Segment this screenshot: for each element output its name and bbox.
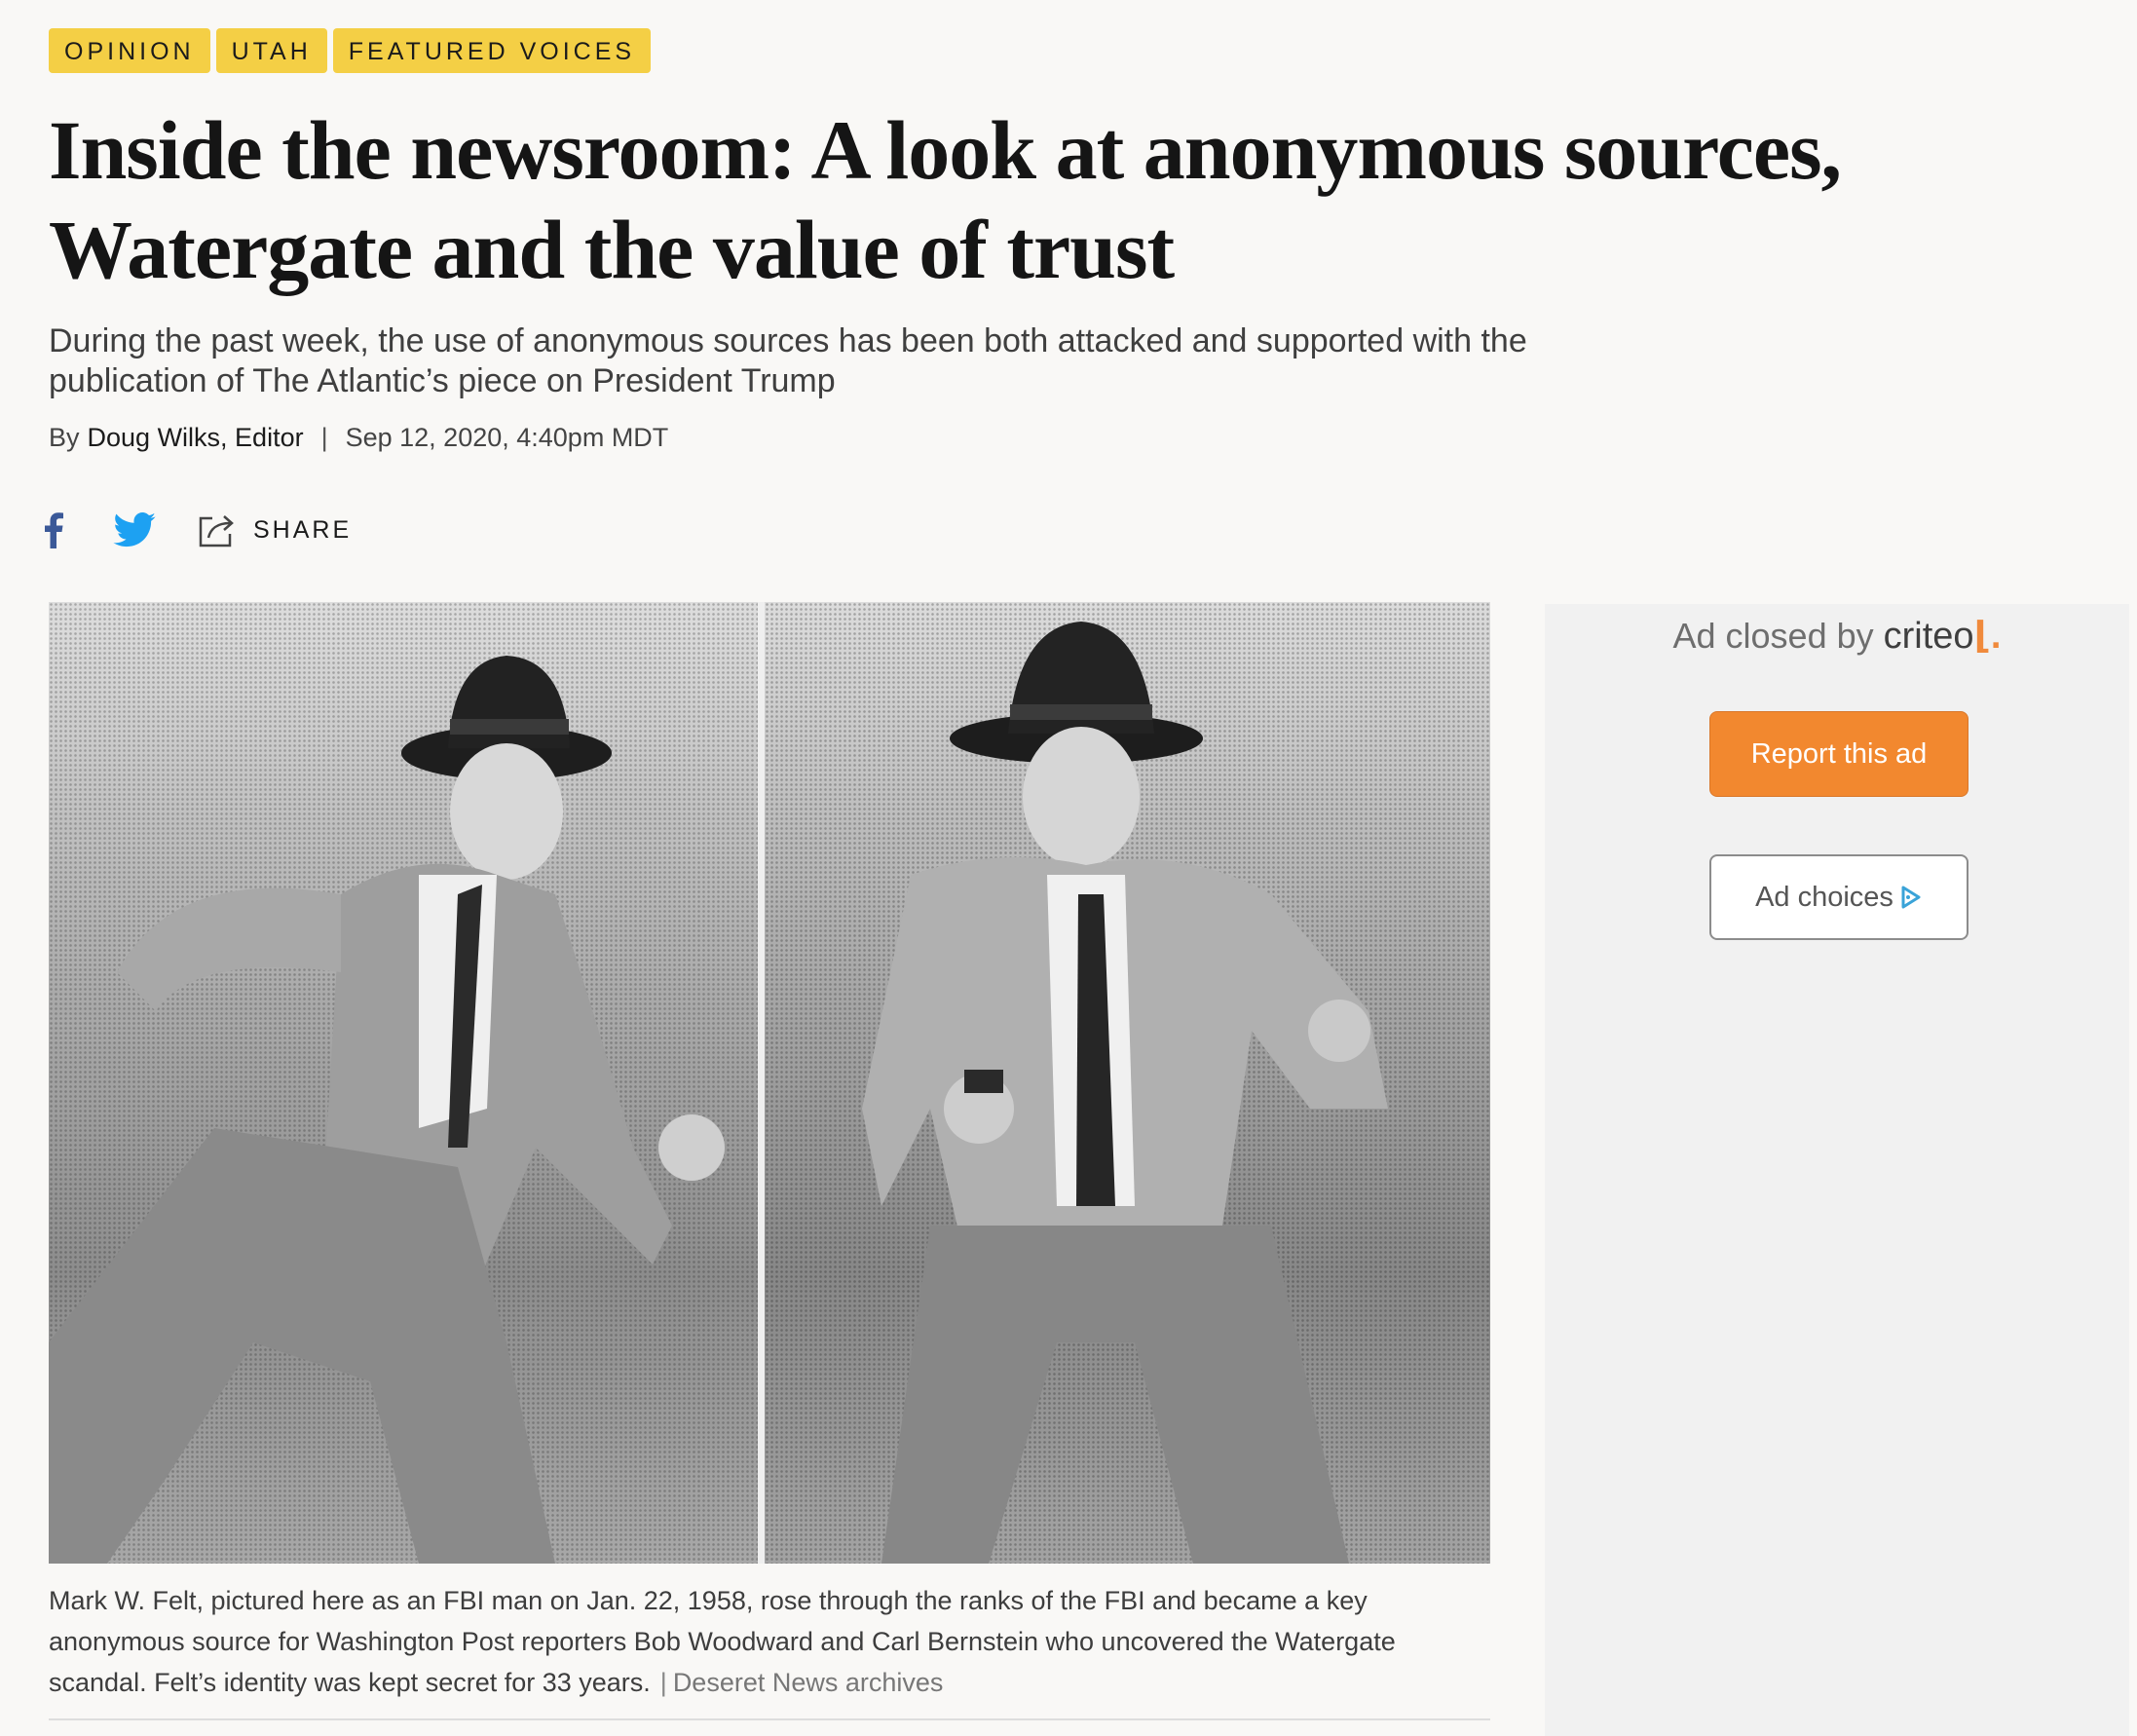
share-button[interactable]: [197, 510, 352, 549]
man-crouching-front-view: [765, 602, 1490, 1564]
criteo-brand-text: criteo: [1883, 616, 1974, 657]
share-icon: [197, 510, 238, 549]
tag-featured-voices[interactable]: FEATURED VOICES: [333, 28, 651, 73]
photo-divider: [758, 602, 765, 1564]
facebook-share-button[interactable]: [43, 511, 64, 548]
twitter-share-button[interactable]: [113, 512, 156, 547]
tag-opinion[interactable]: OPINION: [49, 28, 210, 73]
right-photo-panel: [765, 602, 1490, 1564]
criteo-mark-icon: ⌊.: [1973, 616, 2002, 657]
article-dek: During the past week, the use of anonymous sources has been both attacked and supported with the publication of The Atlantic’s piece on President Trump: [49, 322, 1527, 399]
byline-prefix: By: [49, 423, 80, 452]
ad-choices-icon: [1899, 885, 1923, 910]
lead-photo: [49, 602, 1490, 1564]
author-link[interactable]: Doug Wilks, Editor: [87, 423, 304, 452]
byline-separator: |: [320, 423, 328, 452]
report-ad-button[interactable]: Report this ad: [1709, 711, 1968, 797]
caption-separator: |: [659, 1668, 667, 1697]
tag-utah[interactable]: UTAH: [216, 28, 327, 73]
man-crouching-side-view: [49, 602, 758, 1564]
photo-credit: Deseret News archives: [672, 1668, 944, 1697]
twitter-icon: [113, 512, 156, 547]
facebook-icon: [43, 511, 64, 548]
ad-closed-notice: [1545, 614, 2129, 658]
ad-choices-label: Ad choices: [1755, 882, 1893, 913]
ad-choices-button[interactable]: [1709, 854, 1968, 940]
caption-text: Mark W. Felt, pictured here as an FBI man on Jan. 22, 1958, rose through the ranks of the FBI and became a key anonymous source for Washington Post reporters Bob Woodward and Carl Bernstein who uncovered the Watergate scandal. Felt’s identity was kept secret for 33 years.: [49, 1586, 1396, 1697]
share-label: SHARE: [253, 515, 353, 544]
article-headline: Inside the newsroom: A look at anonymous sources, Watergate and the value of trust: [49, 103, 1842, 296]
share-bar: [43, 510, 352, 549]
caption-divider: [49, 1718, 1490, 1720]
ad-closed-text: Ad closed by: [1672, 616, 1874, 656]
section-tags: [49, 28, 651, 73]
photo-caption: [49, 1580, 1490, 1703]
criteo-logo: [1884, 616, 2002, 657]
byline: [49, 423, 668, 453]
publish-date: Sep 12, 2020, 4:40pm MDT: [345, 423, 669, 452]
left-photo-panel: [49, 602, 758, 1564]
ad-slot: [1545, 604, 2129, 1736]
